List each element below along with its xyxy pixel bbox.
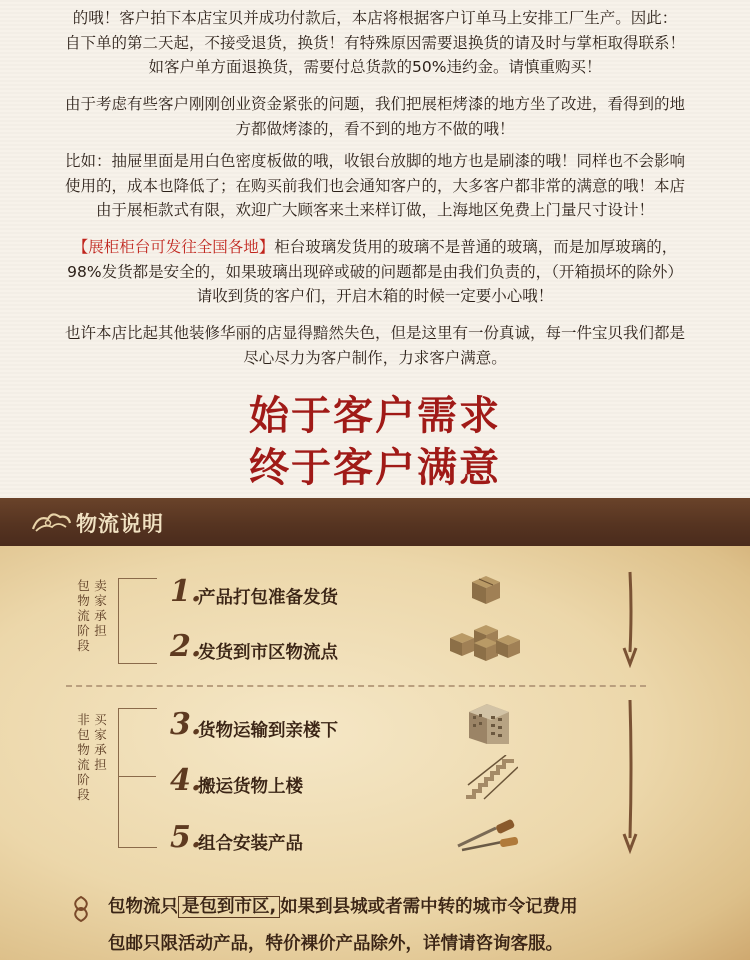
notice-paragraph-2 [20,92,730,141]
logistics-note-line-1 [108,893,578,918]
step-number: 2. [170,629,202,664]
text-line: 方都做烤漆的，看不到的地方不做的哦！ [235,119,515,138]
section-title: 物流说明 [76,511,164,536]
phase-label-seller-payer: 卖家承担 [94,578,107,638]
cloud-swirl-icon [30,509,72,535]
tools-icon [452,818,522,854]
text-line: 也许本店比起其他装修华丽的店显得黯然失色，但是这里有一份真诚，每一件宝贝我们都是 [64,324,685,342]
step-label: 搬运货物上楼 [198,777,303,797]
boxes-icon [448,622,524,662]
phase-label-seller-stage: 包物流阶段 [77,578,90,653]
text-line: 的哦！客户拍下本店宝贝并成功付款后，本店将根据客户订单马上安排工厂生产。因此： [72,9,678,27]
shipping-highlight: 【展柜柜台可发往全国各地】 [72,238,275,256]
slogan-line-2: 终于客户满意 [249,444,501,491]
step-label: 产品打包准备发货 [198,588,338,608]
text-line: 由于展柜款式有限，欢迎广大顾客来土来样订做，上海地区免费上门量尺寸设计！ [95,201,654,220]
step-number: 5. [170,820,202,855]
section-header-band [0,498,750,546]
stairs-icon [462,755,518,801]
note-boxed-text: 是包到市区, [178,896,280,918]
box-icon [468,572,504,606]
arrow-down-icon [619,698,641,856]
ornament-icon [68,894,94,924]
step-label: 货物运输到亲楼下 [198,721,338,741]
logistics-note-line-2: 包邮只限活动产品，特价裸价产品除外，详情请咨询客服。 [108,934,563,954]
step-number: 1. [170,574,202,609]
slogan-line-1: 始于客户需求 [249,392,501,439]
text-line: 尽心尽力为客户制作，力求客户满意。 [243,348,507,367]
arrow-down-icon [619,570,641,668]
seller-bracket [118,578,157,664]
phase-label-buyer-stage: 非包物流阶段 [77,712,90,802]
step-number: 4. [170,763,202,798]
text-line: 如客户单方面退换货，需要付总货款的50%违约金。请慎重购买！ [148,58,602,77]
buyer-bracket [118,708,157,848]
text-line: 由于考虑有些客户刚刚创业资金紧张的问题，我们把展柜烤漆的地方坐了改进，看得到的地 [64,95,685,113]
text-line: 请收到货的客户们，开启木箱的时候一定要小心哦！ [196,287,554,306]
text-line: 比如：抽屉里面是用白色密度板做的哦，收银台放脚的地方也是刷漆的哦！同样也不会影响 [64,152,685,170]
step-number: 3. [170,707,202,742]
text-line: 自下单的第二天起，不接受退货，换货！有特殊原因需要退换货的请及时与掌柜取得联系！ [64,33,685,52]
text-line: 柜台玻璃发货用的玻璃不是普通的玻璃，而是加厚玻璃的， [274,238,678,256]
phase-label-buyer-payer: 买家承担 [94,712,107,772]
notice-paragraph-5 [20,321,730,370]
notice-paragraph-1 [20,6,730,80]
note-text: 包物流只 [108,897,178,917]
bracket-tick [118,776,156,777]
step-label: 发货到市区物流点 [198,643,338,663]
text-line: 98%发货都是安全的，如果玻璃出现碎或破的问题都是由我们负责的，（开箱损坏的除外） [67,262,683,281]
building-icon [463,698,517,748]
step-label: 组合安装产品 [198,834,303,854]
notice-paragraph-4 [20,235,730,309]
notice-paragraph-3 [20,149,730,223]
phase-divider [66,685,646,687]
text-line: 使用的，成本也降低了；在购买前我们也会通知客户的，大多客户都非常的满意的哦！本店 [64,176,685,195]
note-text: 如果到县城或者需中转的城市令记费用 [280,897,578,917]
